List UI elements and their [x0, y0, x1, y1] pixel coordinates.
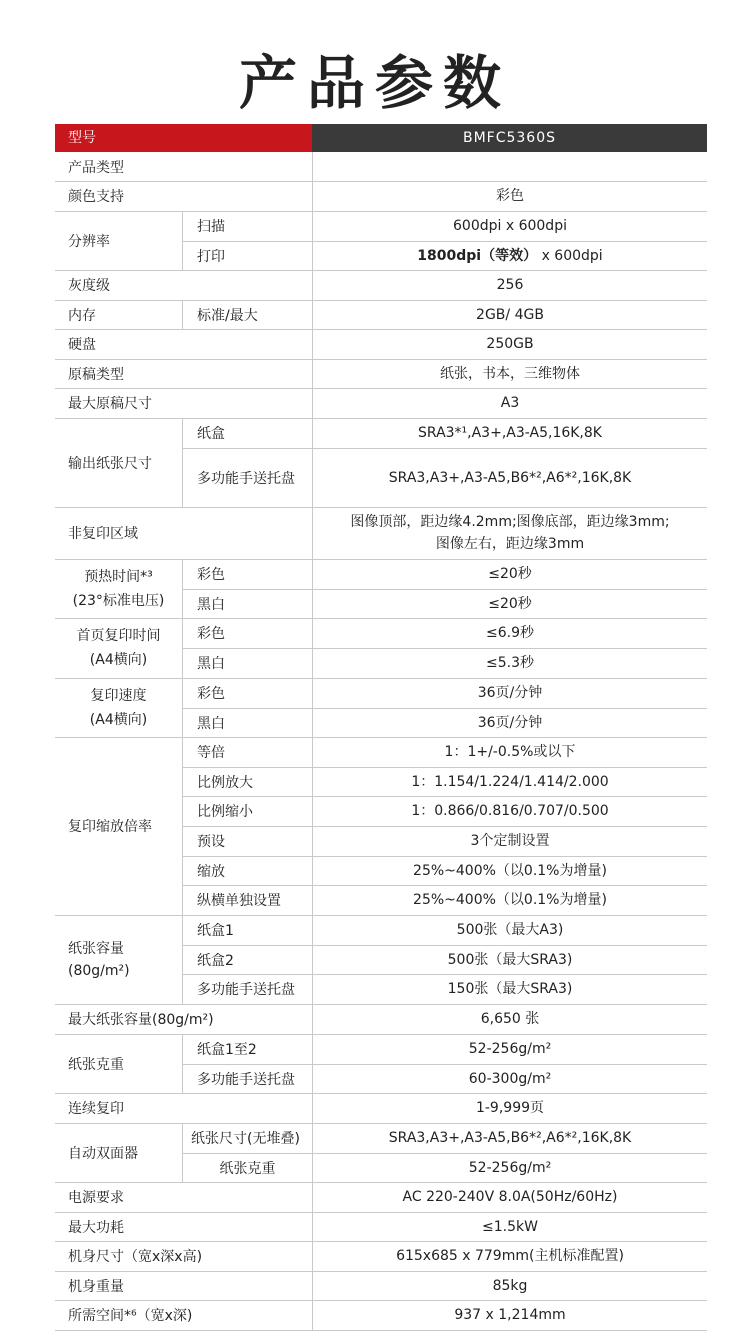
row-label-memory: 内存	[68, 307, 96, 324]
row-label-body-weight: 机身重量	[68, 1278, 124, 1295]
page-title: 产品参数	[238, 49, 511, 117]
row-label-color: 颜色支持	[68, 189, 124, 205]
value-weight-bypass: 60-300g/m²	[312, 1064, 707, 1093]
sub-label-warmup-color: 彩色	[182, 559, 312, 589]
value-speed-color: 36页/分钟	[312, 678, 707, 708]
row-label-duplex: 自动双面器	[68, 1145, 138, 1162]
row-label-dimensions: 机身尺寸（宽x深x高)	[68, 1249, 203, 1265]
value-capacity-2: 150张（最大SRA3)	[312, 974, 707, 1004]
sub-label-duplex-weight: 纸张克重	[182, 1153, 312, 1182]
row-label-product-type: 产品类型	[68, 159, 124, 176]
value-capacity-1: 500张（最大SRA3)	[312, 945, 707, 974]
value-speed-mono: 36页/分钟	[312, 708, 707, 737]
sub-label-weight-bypass: 多功能手送托盘	[182, 1064, 312, 1093]
row-label-orig-size: 最大原稿尺寸	[68, 396, 152, 412]
value-zoom-5: 25%~400%（以0.1%为增量)	[312, 885, 707, 915]
row-value-max-power: ≤1.5kW	[312, 1212, 707, 1241]
first-copy-label1: 首页复印时间	[76, 628, 161, 644]
row-label-warmup	[55, 559, 182, 618]
row-value-space: 937 x 1,214mm	[312, 1300, 707, 1330]
row-label-first-copy	[55, 618, 182, 678]
sub-label-capacity-1: 纸盒2	[182, 945, 312, 974]
row-value-color: 彩色	[312, 181, 707, 211]
sub-label-first-copy-color: 彩色	[182, 618, 312, 648]
row-value-memory: 2GB/ 4GB	[312, 300, 707, 329]
row-label-copy-speed	[55, 678, 182, 737]
sub-label-speed-mono: 黑白	[182, 708, 312, 737]
row-value-gray: 256	[312, 270, 707, 300]
value-weight-tray: 52-256g/m²	[312, 1034, 707, 1064]
value-print-bold: 1800dpi（等效）	[417, 247, 538, 264]
row-value-dimensions: 615x685 x 779mm(主机标准配置)	[312, 1241, 707, 1271]
capacity-label1: 纸张容量	[68, 940, 124, 957]
value-zoom-4: 25%~400%（以0.1%为增量)	[312, 856, 707, 885]
value-warmup-color: ≤20秒	[312, 559, 707, 589]
first-copy-label2: (A4横向)	[89, 652, 148, 668]
sub-label-memory: 标准/最大	[182, 300, 312, 329]
sub-label-zoom-4: 缩放	[182, 856, 312, 885]
row-label-max-capacity: 最大纸张容量(80g/m²)	[68, 1012, 214, 1028]
row-value-hdd: 250GB	[312, 329, 707, 359]
row-value-orig-size: A3	[312, 388, 707, 418]
header-label: 型号	[55, 124, 312, 152]
sub-label-zoom-3: 预设	[182, 826, 312, 856]
row-label-gray: 灰度级	[68, 278, 110, 294]
row-value-body-weight: 85kg	[312, 1271, 707, 1300]
row-label-output-size: 输出纸张尺寸	[68, 455, 152, 472]
row-label-weight: 纸张克重	[68, 1056, 124, 1073]
header-model: BMFC5360S	[312, 124, 707, 152]
row-label-zoom: 复印缩放倍率	[68, 819, 152, 835]
row-value-orig-type: 纸张，书本，三维物体	[312, 359, 707, 388]
sub-label-output-bypass: 多功能手送托盘	[182, 448, 312, 507]
row-label-noncopy: 非复印区域	[68, 526, 138, 542]
sub-label-zoom-5: 纵横单独设置	[182, 885, 312, 915]
warmup-label2: (23°标准电压)	[72, 592, 165, 609]
value-zoom-2: 1：0.866/0.816/0.707/0.500	[312, 796, 707, 826]
row-label-space: 所需空间*⁶（宽x深)	[68, 1308, 193, 1324]
value-output-bypass: SRA3,A3+,A3-A5,B6*²,A6*²,16K,8K	[312, 448, 707, 507]
value-print-rest: x 600dpi	[541, 247, 603, 264]
row-label-max-power: 最大功耗	[68, 1219, 124, 1236]
row-label-continuous: 连续复印	[68, 1101, 124, 1117]
value-duplex-size: SRA3,A3+,A3-A5,B6*²,A6*²,16K,8K	[312, 1123, 707, 1153]
sub-label-first-copy-mono: 黑白	[182, 648, 312, 678]
row-label-hdd: 硬盘	[68, 337, 96, 353]
table-header	[55, 124, 707, 152]
sub-label-scan: 扫描	[182, 211, 312, 241]
row-label-power: 电源要求	[68, 1190, 124, 1206]
value-zoom-1: 1：1.154/1.224/1.414/2.000	[312, 767, 707, 796]
sub-label-capacity-2: 多功能手送托盘	[182, 974, 312, 1004]
sub-label-zoom-2: 比例缩小	[182, 796, 312, 826]
row-value-max-capacity: 6,650 张	[312, 1004, 707, 1034]
value-first-copy-color: ≤6.9秒	[312, 618, 707, 648]
row-value-noncopy	[312, 507, 707, 559]
value-print	[312, 241, 707, 270]
value-first-copy-mono: ≤5.3秒	[312, 648, 707, 678]
sub-label-print: 打印	[182, 241, 312, 270]
noncopy-line2: 图像左右，距边缘3mm	[435, 536, 585, 552]
sub-label-weight-tray: 纸盒1至2	[182, 1034, 312, 1064]
sub-label-capacity-0: 纸盒1	[182, 915, 312, 945]
row-label-capacity	[55, 915, 182, 1004]
row-label-orig-type: 原稿类型	[68, 366, 124, 383]
value-zoom-3: 3个定制设置	[312, 826, 707, 856]
sub-label-zoom-0: 等倍	[182, 737, 312, 767]
sub-label-speed-color: 彩色	[182, 678, 312, 708]
capacity-label2: (80g/m²)	[68, 962, 130, 979]
sub-label-duplex-size: 纸张尺寸(无堆叠)	[182, 1123, 312, 1153]
row-value-power: AC 220-240V 8.0A(50Hz/60Hz)	[312, 1182, 707, 1212]
row-label-resolution: 分辨率	[68, 233, 110, 250]
value-output-tray: SRA3*¹,A3+,A3-A5,16K,8K	[312, 418, 707, 448]
row-value-continuous: 1-9,999页	[312, 1093, 707, 1123]
copy-speed-label2: (A4横向)	[89, 711, 148, 728]
value-duplex-weight: 52-256g/m²	[312, 1153, 707, 1182]
value-warmup-mono: ≤20秒	[312, 589, 707, 618]
copy-speed-label1: 复印速度	[90, 687, 147, 704]
value-capacity-0: 500张（最大A3)	[312, 915, 707, 945]
sub-label-output-tray: 纸盒	[182, 418, 312, 448]
noncopy-line1: 图像顶部，距边缘4.2mm;图像底部，距边缘3mm;	[350, 514, 670, 530]
sub-label-zoom-1: 比例放大	[182, 767, 312, 796]
sub-label-warmup-mono: 黑白	[182, 589, 312, 618]
warmup-label1: 预热时间*³	[84, 568, 153, 585]
row-value-product-type	[312, 152, 707, 181]
value-zoom-0: 1：1+/-0.5%或以下	[312, 737, 707, 767]
value-scan: 600dpi x 600dpi	[312, 211, 707, 241]
